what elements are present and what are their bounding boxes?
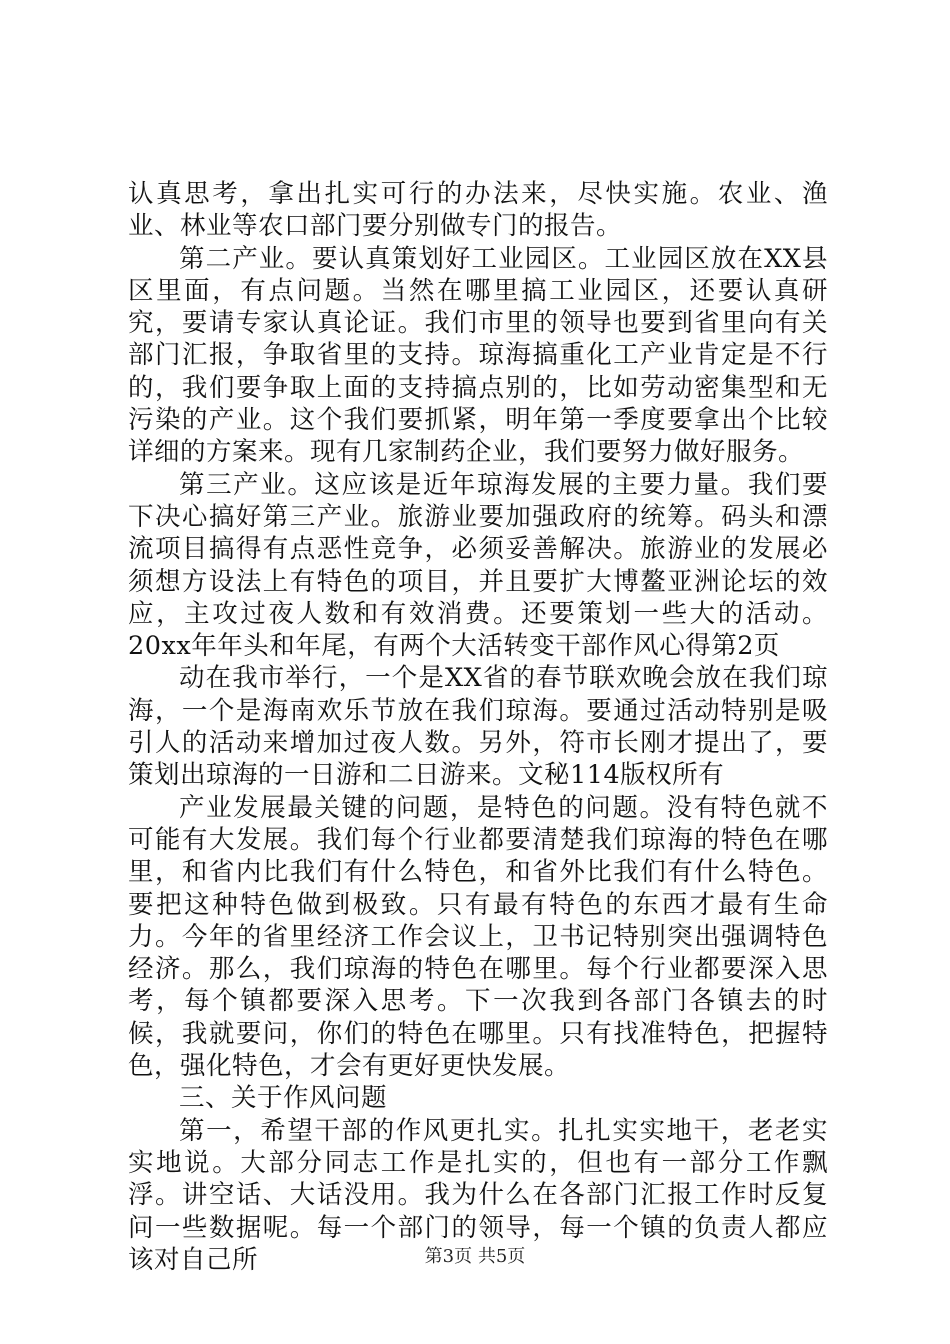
- paragraph-events: 动在我市举行，一个是XX省的春节联欢晚会放在我们琼海，一个是海南欢乐节放在我们琼海。要通过活动特别是吸引人的活动来增加过夜人数。另外，符市长刚才提出了，要策划出琼海的一日游和二日游来。文秘114版权所有: [128, 663, 828, 791]
- paragraph-characteristics: 产业发展最关键的问题，是特色的问题。没有特色就不可能有大发展。我们每个行业都要清楚我们琼海的特色在哪里，和省内比我们有什么特色，和省外比我们有什么特色。要把这种特色做到极致。只有最有特色的东西才最有生命力。今年的省里经济工作会议上，卫书记特别突出强调特色经济。那么，我们琼海的特色在哪里。每个行业都要深入思考，每个镇都要深入思考。下一次我到各部门各镇去的时候，我就要问，你们的特色在哪里。只有找准特色，把握特色，强化特色，才会有更好更快发展。: [128, 792, 828, 1082]
- document-body: [128, 178, 828, 1276]
- paragraph-work-style-first: 第一，希望干部的作风更扎实。扎扎实实地干，老老实实地说。大部分同志工作是扎实的，但也有一部分工作飘浮。讲空话、大话没用。我为什么在各部门汇报工作时反复问一些数据呢。每一个部门的领导，每一个镇的负责人都应该对自己所: [128, 1115, 828, 1275]
- paragraph-tertiary-industry: 第三产业。这应该是近年琼海发展的主要力量。我们要下决心搞好第三产业。旅游业要加强政府的统筹。码头和漂流项目搞得有点恶性竞争，必须妥善解决。旅游业的发展必须想方设法上有特色的项目，并且要扩大博鳌亚洲论坛的效应，主攻过夜人数和有效消费。还要策划一些大的活动。20xx年年头和年尾，有两个大活转变干部作风心得第2页: [128, 469, 828, 662]
- paragraph-secondary-industry: 第二产业。要认真策划好工业园区。工业园区放在XX县区里面，有点问题。当然在哪里搞工业园区，还要认真研究，要请专家认真论证。我们市里的领导也要到省里向有关部门汇报，争取省里的支持。琼海搞重化工产业肯定是不行的，我们要争取上面的支持搞点别的，比如劳动密集型和无污染的产业。这个我们要抓紧，明年第一季度要拿出个比较详细的方案来。现有几家制药企业，我们要努力做好服务。: [128, 243, 828, 468]
- paragraph-continuation: 认真思考，拿出扎实可行的办法来，尽快实施。农业、渔业、林业等农口部门要分别做专门的报告。: [128, 179, 828, 242]
- page-number: 第3页 共5页: [424, 1246, 526, 1267]
- section-heading-work-style: 三、关于作风问题: [179, 1083, 388, 1114]
